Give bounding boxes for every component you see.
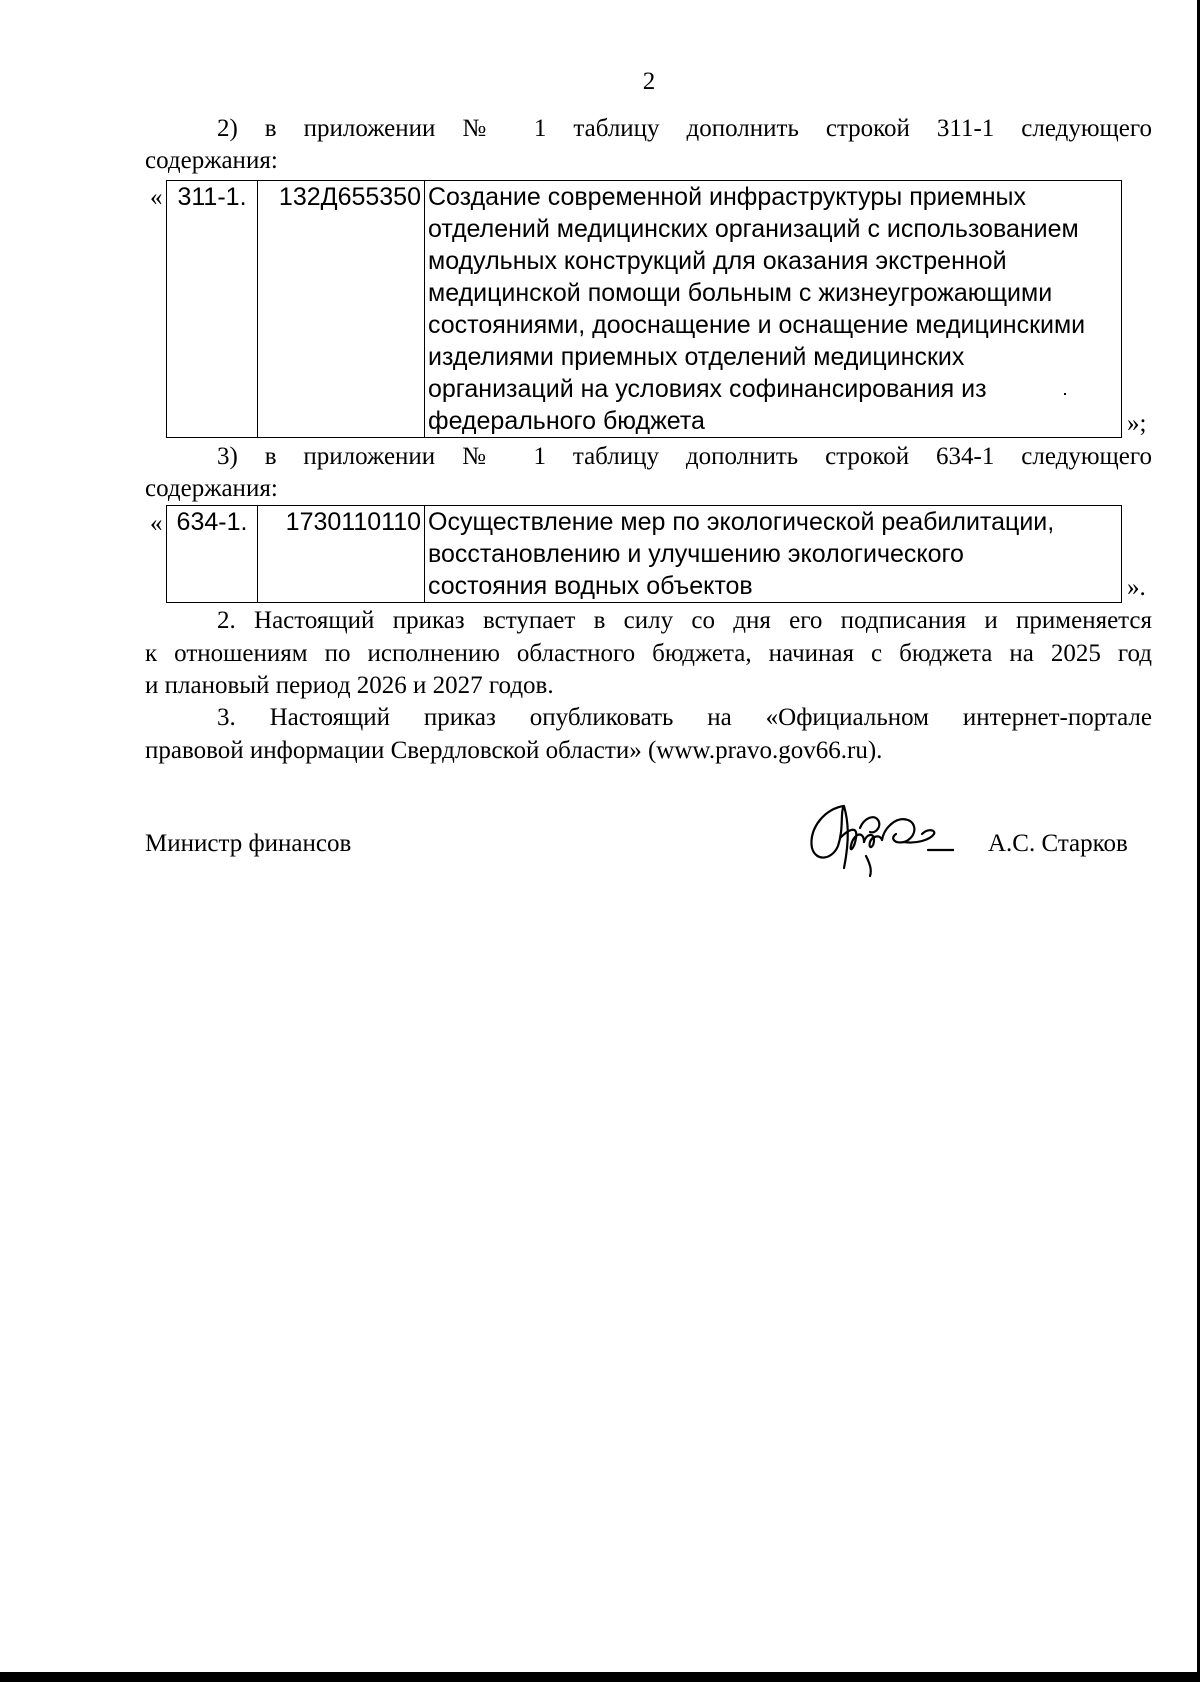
description-cell (425, 506, 1122, 603)
para3-line2: правовой информации Свердловской области» (www.pravo.gov66.ru). (145, 737, 883, 764)
classification-code-cell: 1730110110 (258, 506, 425, 603)
table1-open-quote: « (150, 184, 163, 211)
description-line: медицинской помощи больным с жизнеугрожающими (428, 279, 1053, 307)
amendment-table-1 (166, 180, 1122, 438)
scan-border-bottom (0, 1672, 1200, 1682)
description-line: изделиями приемных отделений медицинских (428, 343, 965, 371)
para2-line3: и плановый период 2026 и 2027 годов. (145, 672, 554, 699)
para2-line2: к отношениям по исполнению областного бюджета, начиная с бюджета на 2025 год (145, 640, 1152, 667)
table1-close-quote: »; (1127, 410, 1147, 437)
description-line: восстановлению и улучшению экологического (428, 540, 964, 568)
description-line: состояниями, дооснащение и оснащение медицинскими (428, 311, 1086, 339)
description-cell (425, 181, 1122, 438)
page-number: 2 (642, 68, 656, 95)
row-number-cell: 311-1. (167, 181, 258, 438)
handwritten-signature (804, 798, 954, 878)
description-line: Осуществление мер по экологической реабилитации, (428, 508, 1055, 536)
description-line: федерального бюджета (428, 407, 705, 435)
scan-speck (1064, 393, 1066, 395)
description-line: модульных конструкций для оказания экстренной (428, 247, 1007, 275)
para2-line1: 2. Настоящий приказ вступает в силу со дня его подписания и применяется (217, 607, 1152, 634)
item2-line2: содержания: (145, 147, 278, 174)
table2-close-quote: ». (1127, 574, 1146, 601)
classification-code-cell: 132Д655350 (258, 181, 425, 438)
description-line: состояния водных объектов (428, 572, 753, 600)
table-row (167, 181, 1122, 438)
description-line: Создание современной инфраструктуры приемных (428, 183, 1026, 211)
description-line: отделений медицинских организаций с использованием (428, 215, 1079, 243)
item2-line1: 2) в приложении № 1 таблицу дополнить строкой 311-1 следующего (217, 115, 1152, 142)
amendment-table-2 (166, 505, 1122, 603)
item3-line2: содержания: (145, 475, 278, 502)
description-line: организаций на условиях софинансирования из (428, 375, 987, 403)
signatory-name: А.С. Старков (988, 830, 1128, 857)
item3-line1: 3) в приложении № 1 таблицу дополнить строкой 634-1 следующего (217, 443, 1152, 470)
row-number-cell: 634-1. (167, 506, 258, 603)
table2-open-quote: « (150, 510, 163, 537)
para3-line1: 3. Настоящий приказ опубликовать на «Официальном интернет-портале (217, 704, 1152, 731)
signatory-title: Министр финансов (145, 830, 352, 857)
table-row (167, 506, 1122, 603)
